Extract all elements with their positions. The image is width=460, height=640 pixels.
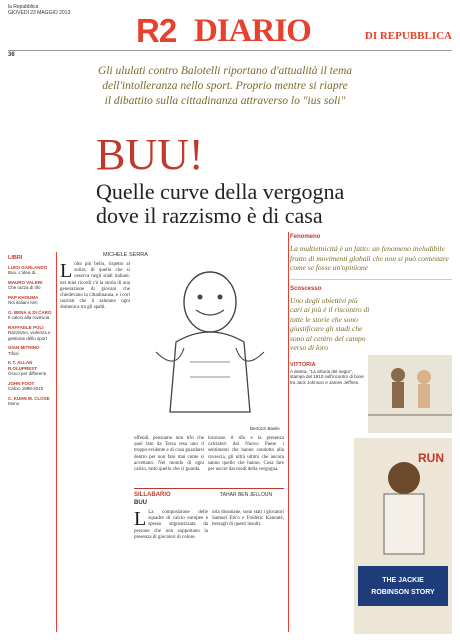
vittoria-caption — [290, 362, 366, 385]
article-column-2 — [134, 436, 204, 473]
article-text-1: olto più bello, rispetto al solito, di quello che si osserva negli stadi italiani: nei miei ricordi c'è la storia di una generazione di giovani che chiedevano la cittadinanza, e i cori razzisti che li salutano ogni domenica tra gli spalti. — [60, 262, 130, 311]
right-separator — [288, 232, 289, 632]
fenomeno-text: La multietnicità è un fatto: un fenomeno ineludibile frutto di movimenti globali che non si può contestare come se fosse un'opinione — [290, 244, 449, 272]
article-text-3: loravano il tifo e la presenza calciatori dal Nuovo Paese i sentimenti che hanno condotto alla rovescia, gli ultrà ultimi che ancora sanno quello che hanno. Cosa fare per uscire dai modi della vergogna. — [208, 436, 284, 473]
sidebar-author: LUIGI GARLANDO — [8, 264, 48, 270]
sidebar-heading: LIBRI — [8, 255, 23, 261]
masthead-rule — [8, 50, 452, 51]
scoscesso-label: Scoscesso — [290, 285, 322, 292]
right-column — [290, 234, 452, 353]
sidebar-text: Mono — [8, 401, 20, 406]
sidebar-author: K.T. ALLAN R.OLUPREST — [8, 360, 38, 371]
sidebar-text: Gioco per differenti — [8, 371, 46, 376]
sillabario-word: BUU — [134, 500, 147, 506]
sidebar-author: PAP KHOUMA — [8, 294, 39, 300]
r2-logo: R2 — [136, 12, 177, 49]
drop-cap: L — [60, 260, 73, 282]
subtitle-line-2: dove il razzismo è di casa — [96, 203, 323, 228]
sidebar-author: C. KUHN M. CLOSE — [8, 395, 50, 401]
illustration-caption: Bertozzi Basile — [250, 426, 280, 431]
scoscesso-text: Uno degli obiettivi più cari ai più è il riscontro di tutte le storie che sono giustificare gli stadi che sono al centro del campo verso di loro — [290, 295, 370, 352]
lead-line-3: il dibattito sulla cittadinanza attraverso lo "ius soli" — [104, 95, 346, 107]
movie-poster-image — [354, 438, 452, 634]
sillabario-column-1 — [134, 510, 208, 541]
sidebar-text: Razzismo, violenza e gestione dello sport — [8, 330, 51, 341]
sidebar-author: G. BENA & DI CARO — [8, 309, 52, 315]
sidebar-item — [8, 265, 54, 276]
svg-text:ROBINSON STORY: ROBINSON STORY — [371, 589, 435, 596]
sidebar-author: GIAN MITHINO — [8, 345, 40, 350]
sidebar-author: JOHN FOOT — [8, 380, 35, 386]
lead-paragraph — [60, 64, 390, 109]
sidebar-text: Noi italiani neri — [8, 300, 38, 305]
sidebar-author: RAFFAELE POLI — [8, 324, 44, 330]
divider — [290, 279, 452, 280]
sidebar-text: Buu. L'idea di... — [8, 270, 39, 275]
paper-name: la Repubblica — [8, 4, 39, 10]
article-column-1 — [60, 262, 130, 312]
vittoria-label: VITTORIA — [290, 362, 316, 368]
vittoria-text: A destra, "La vittoria del negro", stampa del 1910 sull'incontro di boxe tra Jack Johnson e James Jeffries. — [290, 368, 364, 385]
sidebar-item — [8, 396, 54, 407]
di-repubblica-label: DI REPUBBLICA — [364, 30, 452, 42]
page-number: 36 — [8, 52, 15, 58]
drop-cap: L — [134, 508, 147, 530]
sidebar-text: Tifosi — [8, 350, 19, 356]
sidebar-text: Il calcio alla rovescia — [8, 315, 50, 320]
sidebar-item — [8, 381, 54, 392]
sidebar-item — [8, 295, 54, 306]
diario-title: DIARIO — [194, 13, 311, 49]
boxing-illustration — [368, 355, 452, 433]
sidebar-books — [8, 256, 54, 411]
sidebar-author: MAURO VALERI — [8, 279, 43, 285]
sidebar-item — [8, 345, 54, 356]
lead-line-2: dell'intolleranza nello sport. Proprio mentre si riapre — [102, 80, 348, 92]
boxing-print-image — [368, 355, 452, 433]
lead-line-1: Gli ululati contro Balotelli riportano d'attualità il tema — [97, 65, 353, 77]
svg-text:THE JACKIE: THE JACKIE — [382, 577, 424, 584]
caricature-drawing — [136, 262, 284, 430]
sillabario-text-1: La composizione delle squadre di calcio europee è spesso stigmatizzata da persone che non sopportano la presenza di giocatori di colore. — [134, 510, 208, 540]
illustration — [136, 262, 284, 430]
date: GIOVEDÌ 23 MAGGIO 2013 — [8, 10, 71, 16]
fenomeno-label: Fenomeno — [290, 234, 321, 240]
masthead — [8, 14, 452, 48]
sillabario-rule — [134, 488, 284, 489]
byline: MICHELE SERRA — [103, 252, 148, 258]
article-column-3 — [208, 436, 284, 473]
sidebar-item — [8, 280, 54, 291]
sidebar-item — [8, 325, 54, 342]
sillabario-author: TAHAR BEN JELLOUN — [220, 492, 273, 498]
sillabario-column-2 — [212, 510, 284, 529]
sidebar-text: Calcio 1898-2010 — [8, 386, 44, 391]
headline-subtitle — [96, 180, 344, 228]
article-text-2: offendi, pensiamo non tifo che quel lato da Terza tesa uno il troppo evidente e di cosa guardarsi dentro per non fare mai come si accettano. Nel mondo di ogni calcio, tutto quello che ci guarda. — [134, 436, 204, 473]
sidebar-text: Che razza di tifo — [8, 285, 41, 290]
poster-run-text: RUN — [418, 451, 444, 465]
sillabario-text-2: urla disumane, sono stati i giocatori Samuel Eto'o e Frédéric Kanouté, bersagli di questi insulti. — [212, 510, 284, 528]
subtitle-line-1: Quelle curve della vergogna — [96, 179, 345, 204]
jackie-robinson-poster — [354, 438, 452, 634]
sidebar-item — [8, 310, 54, 321]
headline-title: BUU! — [96, 130, 204, 179]
sidebar-item — [8, 360, 54, 377]
sidebar-separator — [56, 252, 57, 632]
sillabario-label: SILLABARIO — [134, 492, 171, 498]
